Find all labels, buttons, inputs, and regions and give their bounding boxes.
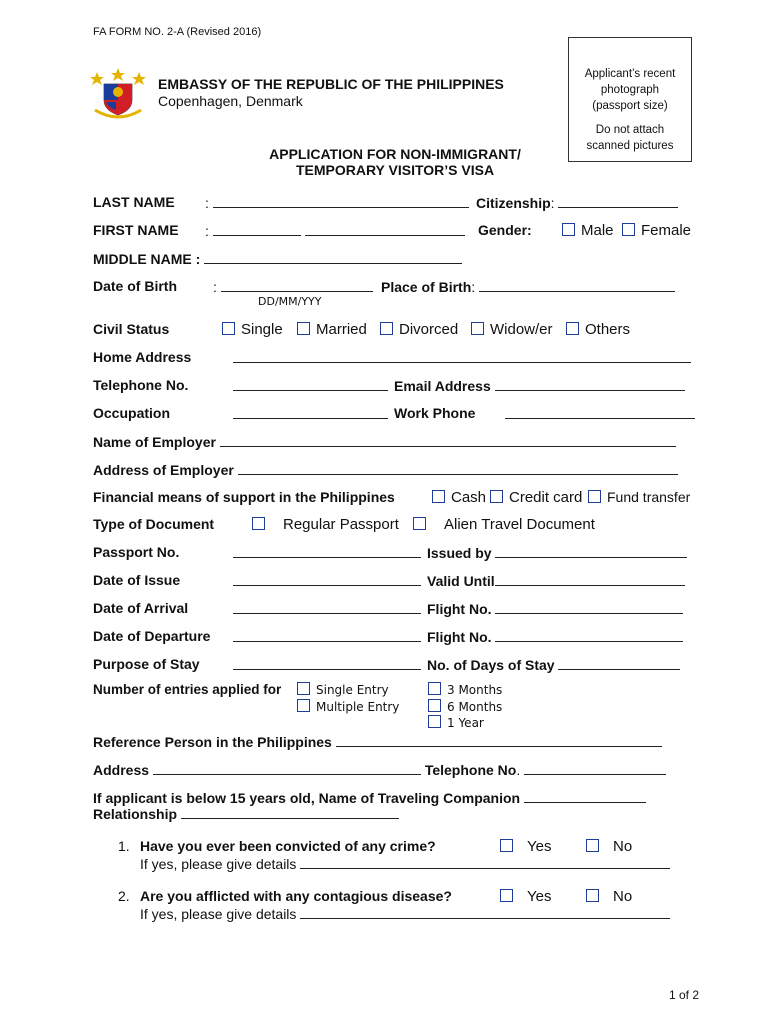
work-phone-field[interactable] xyxy=(505,405,695,419)
home-address-label: Home Address xyxy=(93,349,192,365)
q1-details-field[interactable] xyxy=(300,855,670,869)
alien-doc-checkbox[interactable] xyxy=(413,517,426,530)
work-phone-label: Work Phone xyxy=(394,405,476,421)
date-arrival-label: Date of Arrival xyxy=(93,600,189,616)
employer-address-field[interactable] xyxy=(238,461,678,475)
date-departure-label: Date of Departure xyxy=(93,628,211,644)
home-address-field[interactable] xyxy=(233,349,691,363)
relationship-label: Relationship xyxy=(93,806,178,822)
multiple-entry-label: Multiple Entry xyxy=(316,700,400,714)
days-of-stay-label: No. of Days of Stay xyxy=(427,657,555,673)
purpose-field[interactable] xyxy=(233,656,421,670)
arrival-flight-field[interactable] xyxy=(495,600,683,614)
male-label: Male xyxy=(581,222,614,239)
pob-label: Place of Birth xyxy=(381,279,472,295)
email-field[interactable] xyxy=(495,377,685,391)
doc-type-label: Type of Document xyxy=(93,516,215,532)
form-number: FA FORM NO. 2-A (Revised 2016) xyxy=(93,26,262,38)
ref-phone-field[interactable] xyxy=(524,761,666,775)
fund-transfer-label: Fund transfer xyxy=(607,489,691,505)
occupation-label: Occupation xyxy=(93,405,171,421)
valid-until-label: Valid Until xyxy=(427,573,495,589)
date-departure-field[interactable] xyxy=(233,628,421,642)
photo-instruction-1: Applicant’s recent xyxy=(584,68,676,80)
embassy-location: Copenhagen, Denmark xyxy=(158,93,303,109)
issued-by-label: Issued by xyxy=(427,545,492,561)
credit-card-checkbox[interactable] xyxy=(490,490,503,503)
six-months-checkbox[interactable] xyxy=(428,699,441,712)
widow-checkbox[interactable] xyxy=(471,322,484,335)
address-label: Address xyxy=(93,762,150,778)
question-2-number: 2. xyxy=(118,888,130,904)
single-entry-label: Single Entry xyxy=(316,683,389,697)
single-label: Single xyxy=(241,321,283,338)
q2-details-label: If yes, please give details xyxy=(140,906,297,922)
date-arrival-field[interactable] xyxy=(233,600,421,614)
question-2-text: Are you afflicted with any contagious disease? xyxy=(140,888,452,904)
employer-name-field[interactable] xyxy=(220,433,676,447)
address-field[interactable] xyxy=(153,761,421,775)
passport-no-field[interactable] xyxy=(233,544,421,558)
single-entry-checkbox[interactable] xyxy=(297,682,310,695)
reference-field[interactable] xyxy=(336,733,662,747)
q2-no-label: No xyxy=(613,888,633,905)
form-title-line1: APPLICATION FOR NON-IMMIGRANT/ xyxy=(269,146,521,162)
civil-status-label: Civil Status xyxy=(93,321,170,337)
q1-details-label: If yes, please give details xyxy=(140,856,297,872)
last-name-label: LAST NAME xyxy=(93,194,175,210)
form-title-line2: TEMPORARY VISITOR’S VISA xyxy=(295,162,495,178)
photo-instruction-4: Do not attach xyxy=(595,124,665,136)
middle-name-field[interactable] xyxy=(204,250,462,264)
first-name-field-2[interactable] xyxy=(305,222,465,236)
first-name-field[interactable] xyxy=(213,222,301,236)
citizenship-label: Citizenship xyxy=(476,195,551,211)
departure-flight-field[interactable] xyxy=(495,628,683,642)
credit-card-label: Credit card xyxy=(509,489,583,506)
companion-label: If applicant is below 15 years old, Name of Traveling Companion xyxy=(93,790,521,806)
occupation-field[interactable] xyxy=(233,405,388,419)
date-issue-label: Date of Issue xyxy=(93,572,181,588)
gender-label: Gender: xyxy=(478,222,532,238)
divorced-checkbox[interactable] xyxy=(380,322,393,335)
married-checkbox[interactable] xyxy=(297,322,310,335)
photo-instruction-5: scanned pictures xyxy=(586,140,674,152)
one-year-checkbox[interactable] xyxy=(428,715,441,728)
issued-by-field[interactable] xyxy=(495,544,687,558)
arrival-flight-label: Flight No. xyxy=(427,601,492,617)
companion-field[interactable] xyxy=(524,789,646,803)
widow-label: Widow/er xyxy=(490,321,553,338)
relationship-field[interactable] xyxy=(181,805,399,819)
photo-instruction-2: photograph xyxy=(600,84,660,96)
fund-transfer-checkbox[interactable] xyxy=(588,490,601,503)
email-label: Email Address xyxy=(394,378,491,394)
divorced-label: Divorced xyxy=(399,321,459,338)
question-1-number: 1. xyxy=(118,838,130,854)
days-of-stay-field[interactable] xyxy=(558,656,680,670)
ref-phone-label: Telephone No xyxy=(424,762,517,778)
three-months-label: 3 Months xyxy=(447,683,503,697)
pob-field[interactable] xyxy=(479,278,675,292)
photo-box[interactable] xyxy=(568,37,692,162)
dob-label: Date of Birth xyxy=(93,278,177,294)
dob-hint: DD/MM/YYY xyxy=(258,295,322,308)
q2-no-checkbox[interactable] xyxy=(586,889,599,902)
q1-no-checkbox[interactable] xyxy=(586,839,599,852)
alien-doc-label: Alien Travel Document xyxy=(444,516,595,533)
question-1-text: Have you ever been convicted of any crime? xyxy=(140,838,436,854)
q1-yes-checkbox[interactable] xyxy=(500,839,513,852)
others-label: Others xyxy=(585,321,631,338)
q2-yes-label: Yes xyxy=(527,888,552,905)
q2-yes-checkbox[interactable] xyxy=(500,889,513,902)
male-checkbox[interactable] xyxy=(562,223,575,236)
last-name-field[interactable] xyxy=(213,194,469,208)
female-label: Female xyxy=(641,222,692,239)
married-label: Married xyxy=(316,321,367,338)
philippine-seal-logo xyxy=(89,66,147,122)
date-issue-field[interactable] xyxy=(233,572,421,586)
female-checkbox[interactable] xyxy=(622,223,635,236)
multiple-entry-checkbox[interactable] xyxy=(297,699,310,712)
q1-yes-label: Yes xyxy=(527,838,552,855)
q1-no-label: No xyxy=(613,838,633,855)
embassy-name: EMBASSY OF THE REPUBLIC OF THE PHILIPPINES xyxy=(158,76,504,92)
dob-field[interactable] xyxy=(221,278,373,292)
q2-details-field[interactable] xyxy=(300,905,670,919)
telephone-label: Telephone No. xyxy=(93,377,189,393)
one-year-label: 1 Year xyxy=(447,716,484,730)
telephone-field[interactable] xyxy=(233,377,388,391)
passport-no-label: Passport No. xyxy=(93,544,180,560)
single-checkbox[interactable] xyxy=(222,322,235,335)
three-months-checkbox[interactable] xyxy=(428,682,441,695)
others-checkbox[interactable] xyxy=(566,322,579,335)
entries-label: Number of entries applied for xyxy=(93,682,282,697)
reference-label: Reference Person in the Philippines xyxy=(93,734,332,750)
departure-flight-label: Flight No. xyxy=(427,629,492,645)
page-number: 1 of 2 xyxy=(669,988,700,1002)
photo-instruction-3: (passport size) xyxy=(592,100,668,112)
employer-address-label: Address of Employer xyxy=(93,462,234,478)
six-months-label: 6 Months xyxy=(447,700,503,714)
first-name-label: FIRST NAME xyxy=(93,222,179,238)
regular-passport-checkbox[interactable] xyxy=(252,517,265,530)
valid-until-field[interactable] xyxy=(495,572,685,586)
employer-name-label: Name of Employer xyxy=(93,434,216,450)
middle-name-label: MIDDLE NAME : xyxy=(93,251,201,267)
purpose-label: Purpose of Stay xyxy=(93,656,200,672)
regular-passport-label: Regular Passport xyxy=(283,516,399,533)
cash-checkbox[interactable] xyxy=(432,490,445,503)
citizenship-field[interactable] xyxy=(558,194,678,208)
financial-label: Financial means of support in the Philippines xyxy=(93,489,395,505)
cash-label: Cash xyxy=(451,489,487,506)
